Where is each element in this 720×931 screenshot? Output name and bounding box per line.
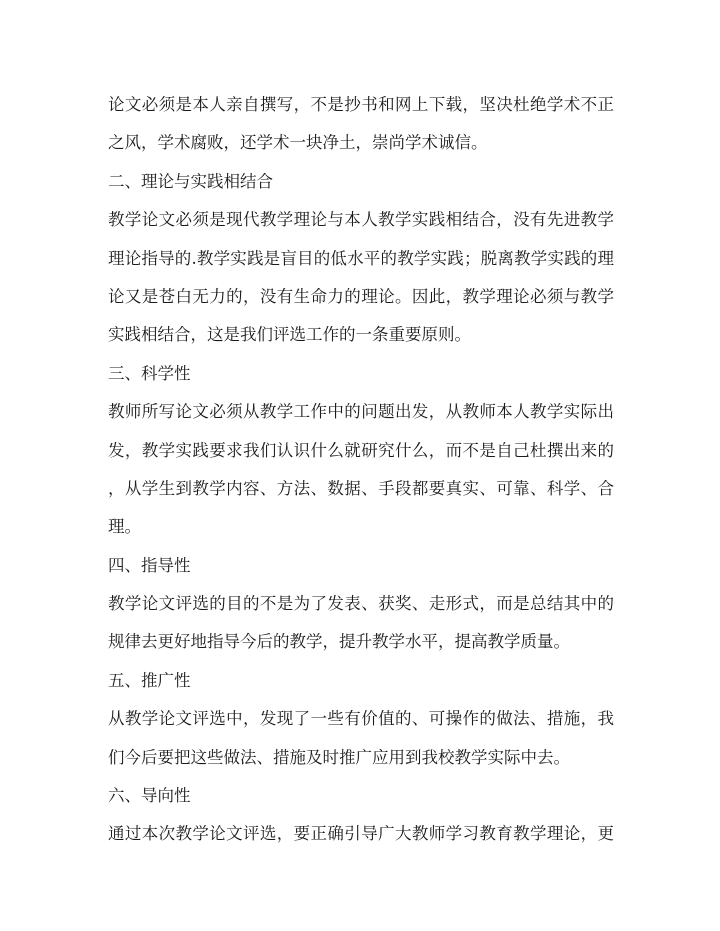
section-heading: 五、推广性: [108, 670, 191, 690]
text-line: 教学论文评选的目的不是为了发表、获奖、走形式，而是总结其中的: [108, 594, 614, 614]
text-line: 从教学论文评选中，发现了一些有价值的、可操作的做法、措施，我: [108, 709, 614, 729]
text-line: 教学论文必须是现代教学理论与本人教学实践相结合，没有先进教学: [108, 210, 614, 230]
section-heading: 四、指导性: [108, 555, 191, 575]
text-line: 理。: [108, 517, 141, 537]
section-heading: 六、导向性: [108, 786, 191, 806]
text-line: 之风，学术腐败，还学术一块净土，崇尚学术诚信。: [108, 133, 488, 153]
text-line: 发，教学实践要求我们认识什么就研究什么，而不是自己杜撰出来的: [108, 440, 614, 460]
text-line: 论又是苍白无力的，没有生命力的理论。因此，教学理论必须与教学: [108, 286, 614, 306]
text-line: 通过本次教学论文评选，要正确引导广大教师学习教育教学理论，更: [108, 824, 614, 844]
text-line: 实践相结合，这是我们评选工作的一条重要原则。: [108, 325, 471, 345]
text-line: ，从学生到教学内容、方法、数据、手段都要真实、可靠、科学、合: [108, 478, 614, 498]
document-body: [108, 86, 614, 854]
text-line: 教师所写论文必须从教学工作中的问题出发，从教师本人教学实际出: [108, 402, 614, 422]
section-heading: 二、理论与实践相结合: [108, 171, 273, 191]
text-line: 论文必须是本人亲自撰写，不是抄书和网上下载，坚决杜绝学术不正: [108, 95, 614, 114]
text-line: 规律去更好地指导今后的教学，提升教学水平，提高教学质量。: [108, 632, 570, 652]
text-line: 理论指导的.教学实践是盲目的低水平的教学实践；脱离教学实践的理: [108, 248, 614, 268]
section-heading: 三、科学性: [108, 363, 191, 383]
text-line: 们今后要把这些做法、措施及时推广应用到我校教学实际中去。: [108, 747, 570, 767]
